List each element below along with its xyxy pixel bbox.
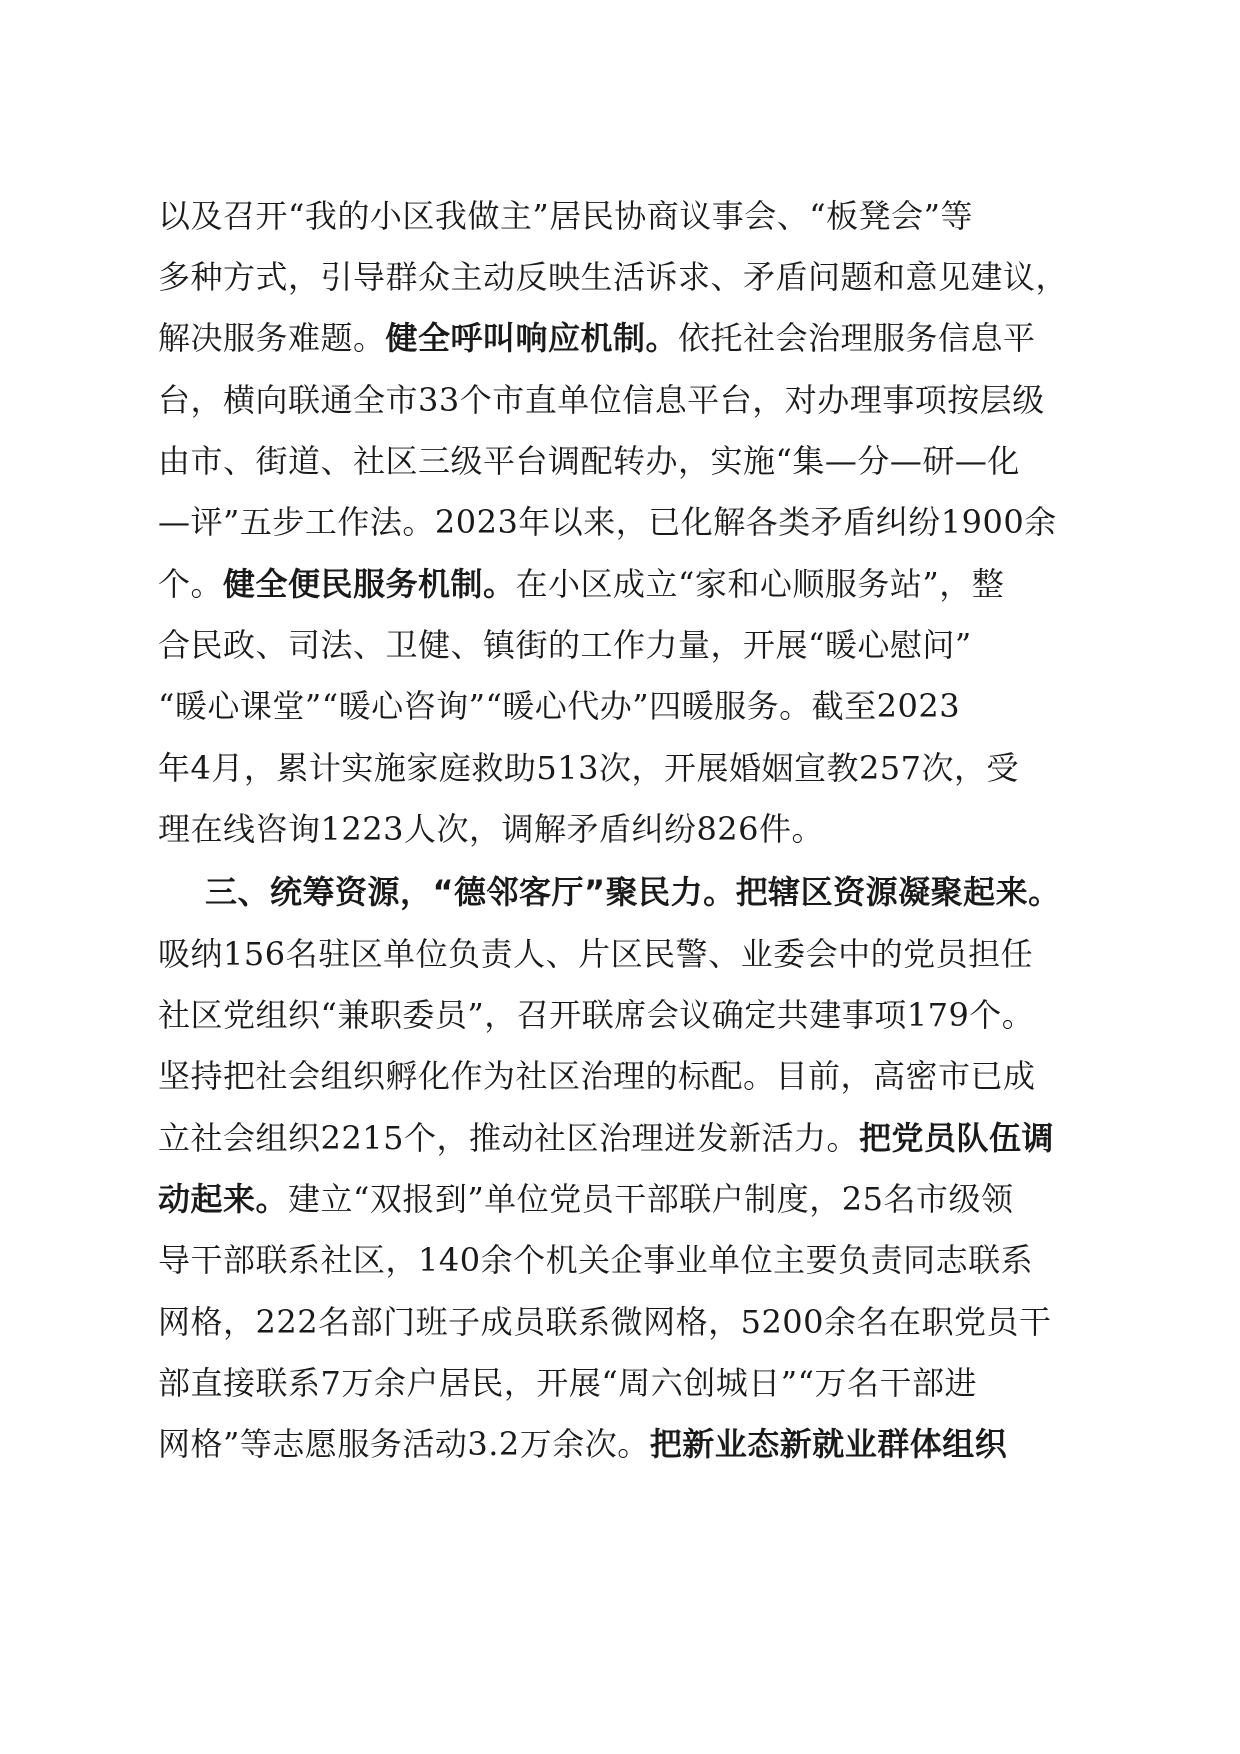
text-segment: 网格”等志愿服务活动3.2万余次。 — [158, 1425, 650, 1463]
text-segment: 部直接联系7万余户居民，开展“周六创城日”“万名干部进 — [158, 1364, 977, 1402]
text-line — [158, 1424, 1098, 1464]
text-segment: 坚持把社会组织孵化作为社区治理的标配。目前，高密市已成 — [158, 1057, 1036, 1095]
text-segment: 解决服务难题。 — [158, 319, 386, 357]
text-line — [158, 1179, 1098, 1219]
text-segment: 社区党组织“兼职委员”，召开联席会议确定共建事项179个。 — [158, 996, 1035, 1034]
text-segment: 建立“双报到”单位党员干部联户制度，25名市级领 — [288, 1180, 1014, 1218]
text-segment: 合民政、司法、卫健、镇街的工作力量，开展“暖心慰问” — [158, 626, 972, 664]
text-line — [158, 1363, 1098, 1403]
bold-heading-segment: 健全便民服务机制。 — [223, 565, 516, 603]
text-line — [158, 748, 1098, 788]
text-line — [158, 502, 1098, 542]
text-segment: “暖心课堂”“暖心咨询”“暖心代办”四暖服务。截至2023 — [158, 687, 961, 725]
text-segment: 多种方式，引导群众主动反映生活诉求、矛盾问题和意见建议， — [158, 258, 1069, 296]
text-line — [158, 196, 1098, 236]
text-segment: 导干部联系社区，140余个机关企事业单位主要负责同志联系 — [158, 1241, 1034, 1279]
text-segment: 立社会组织2215个，推动社区治理迸发新活力。 — [158, 1119, 859, 1157]
bold-heading-segment: 健全呼叫响应机制。 — [385, 319, 679, 357]
text-line — [158, 441, 1098, 481]
text-line — [158, 1240, 1098, 1280]
section-heading-line — [205, 872, 1145, 912]
text-segment: 吸纳156名驻区单位负责人、片区民警、业委会中的党员担任 — [158, 935, 1034, 973]
bold-heading-segment: 把党员队伍调 — [858, 1119, 1054, 1157]
text-line — [158, 380, 1098, 420]
text-segment: 网格，222名部门班子成员联系微网格，5200余名在职党员干 — [158, 1303, 1052, 1341]
text-segment: 台，横向联通全市33个市直单位信息平台，对办理事项按层级 — [158, 381, 1045, 419]
text-line — [158, 1302, 1098, 1342]
text-line — [158, 257, 1098, 297]
text-segment: 由市、街道、社区三级平台调配转办，实施“集—分—研—化 — [158, 442, 1020, 480]
text-line — [158, 934, 1098, 974]
text-line — [158, 564, 1098, 604]
text-segment: 依托社会治理服务信息平 — [678, 319, 1036, 357]
text-line — [158, 809, 1098, 849]
text-line — [158, 318, 1098, 358]
bold-heading-segment: 动起来。 — [158, 1180, 289, 1218]
text-line — [158, 995, 1098, 1035]
text-line — [158, 625, 1098, 665]
text-segment: 在小区成立“家和心顺服务站”，整 — [515, 565, 1005, 603]
text-segment: 理在线咨询1223人次，调解矛盾纠纷826件。 — [158, 810, 825, 848]
text-line — [158, 1118, 1098, 1158]
text-line — [158, 1056, 1098, 1096]
bold-heading-segment: 把新业态新就业群体组织 — [649, 1425, 1008, 1463]
text-segment: 以及召开“我的小区我做主”居民协商议事会、“板凳会”等 — [158, 197, 973, 235]
text-segment: 个。 — [158, 565, 224, 603]
text-segment: 年4月，累计实施家庭救助513次，开展婚姻宣教257次，受 — [158, 749, 1020, 787]
section-heading: 三、统筹资源，“德邻客厅”聚民力。把辖区资源凝聚起来。 — [205, 873, 1061, 911]
text-segment: —评”五步工作法。2023年以来，已化解各类矛盾纠纷1900余 — [158, 503, 1057, 541]
text-line — [158, 686, 1098, 726]
